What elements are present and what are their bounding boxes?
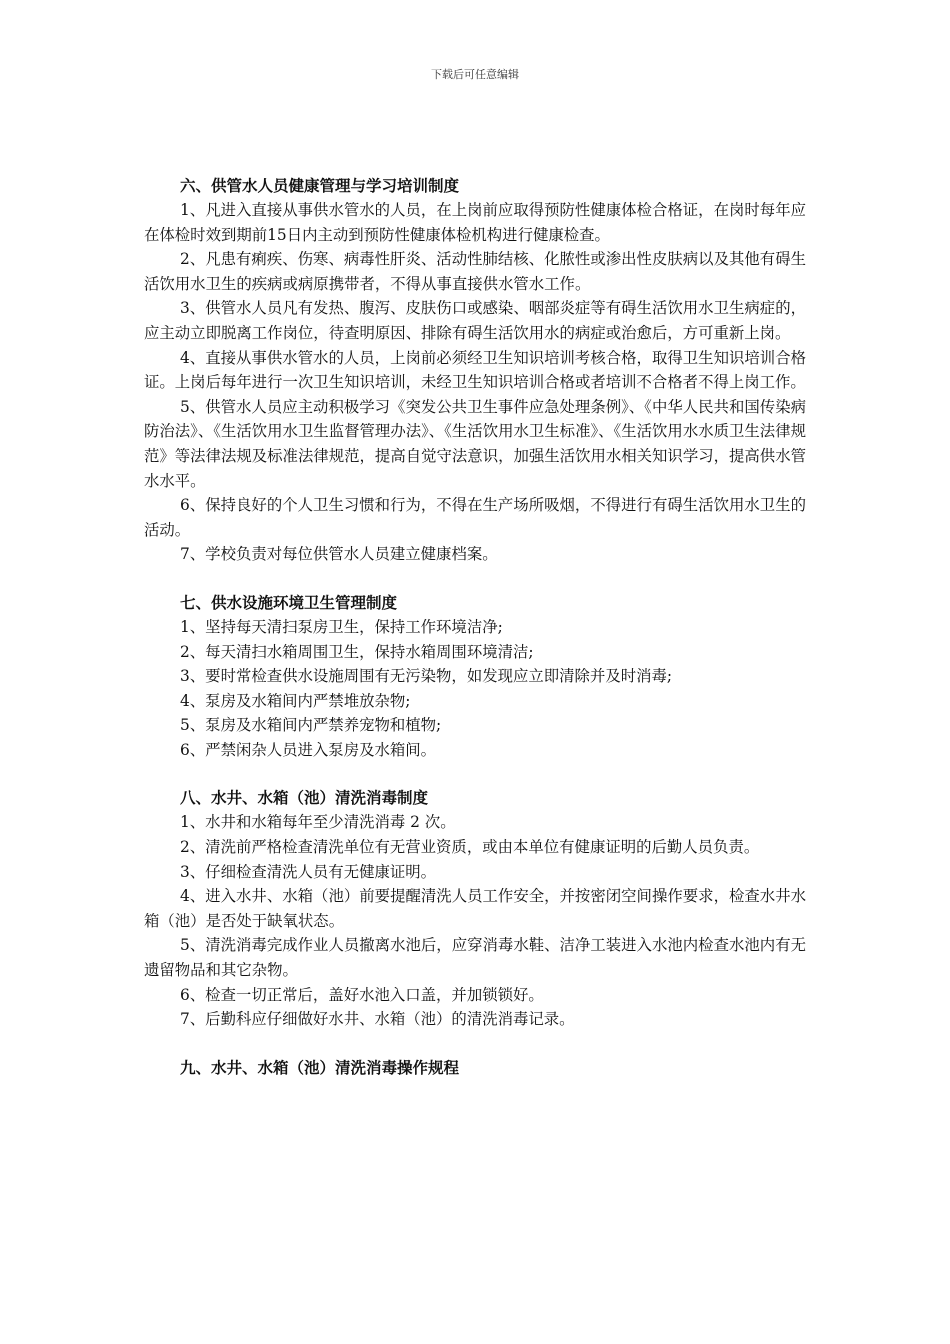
document-body — [144, 174, 806, 1080]
section-title: 七、供水设施环境卫生管理制度 — [180, 593, 398, 612]
paragraph: 5、清洗消毒完成作业人员撤离水池后，应穿消毒水鞋、洁净工装进入水池内检查水池内有无遗留物品和其它杂物。 — [144, 936, 806, 980]
paragraph: 3、供管水人员凡有发热、腹泻、皮肤伤口或感染、咽部炎症等有碍生活饮用水卫生病症的，应主动立即脱离工作岗位，待查明原因、排除有碍生活饮用水的病症或治愈后，方可重新上岗。 — [144, 299, 806, 342]
page-header-note: 下载后可任意编辑 — [431, 68, 519, 81]
paragraph: 3、要时常检查供水设施周围有无污染物，如发现应立即清除并及时消毒; — [180, 667, 673, 686]
paragraph: 6、严禁闲杂人员进入泵房及水箱间。 — [180, 740, 437, 759]
paragraph: 3、仔细检查清洗人员有无健康证明。 — [180, 862, 437, 881]
paragraph: 4、泵房及水箱间内严禁堆放杂物; — [180, 691, 411, 710]
paragraph: 7、学校负责对每位供管水人员建立健康档案。 — [180, 545, 498, 564]
section-title: 八、水井、水箱（池）清洗消毒制度 — [180, 789, 429, 808]
paragraph: 2、清洗前严格检查清洗单位有无营业资质，或由本单位有健康证明的后勤人员负责。 — [180, 838, 760, 857]
paragraph: 7、后勤科应仔细做好水井、水箱（池）的清洗消毒记录。 — [180, 1010, 575, 1029]
paragraph: 1、水井和水箱每年至少清洗消毒 2 次。 — [180, 813, 456, 832]
paragraph: 1、凡进入直接从事供水管水的人员，在上岗前应取得预防性健康体检合格证，在岗时每年应在体检时效到期前15日内主动到预防性健康体检机构进行健康检查。 — [144, 201, 806, 244]
section-tank-cleaning — [144, 786, 806, 1031]
paragraph: 5、供管水人员应主动积极学习《突发公共卫生事件应急处理条例》、《中华人民共和国传染病防治法》、《生活饮用水卫生监督管理办法》、《生活饮用水卫生标准》、《生活饮用水水质卫生法律规范》等法律法规及标准法律规范，提高自觉守法意识，加强生活饮用水相关知识学习，提高供水管水水平。 — [144, 397, 806, 490]
paragraph: 4、直接从事供水管水的人员，上岗前必须经卫生知识培训考核合格，取得卫生知识培训合格证。上岗后每年进行一次卫生知识培训，未经卫生知识培训合格或者培训不合格者不得上岗工作。 — [144, 348, 806, 392]
paragraph: 6、保持良好的个人卫生习惯和行为，不得在生产场所吸烟，不得进行有碍生活饮用水卫生的活动。 — [144, 496, 806, 539]
section-cleaning-procedure — [144, 1056, 806, 1080]
paragraph: 2、凡患有痢疾、伤寒、病毒性肝炎、活动性肺结核、化脓性或渗出性皮肤病以及其他有碍生活饮用水卫生的疾病或病原携带者，不得从事直接供水管水工作。 — [144, 250, 806, 293]
paragraph: 5、泵房及水箱间内严禁养宠物和植物; — [180, 716, 442, 735]
paragraph: 2、每天清扫水箱周围卫生，保持水箱周围环境清洁; — [180, 642, 534, 661]
section-title: 九、水井、水箱（池）清洗消毒操作规程 — [180, 1058, 460, 1077]
section-facility-hygiene — [144, 591, 806, 763]
section-title: 六、供管水人员健康管理与学习培训制度 — [180, 177, 460, 195]
paragraph: 6、检查一切正常后，盖好水池入口盖，并加锁锁好。 — [180, 985, 544, 1004]
paragraph: 4、进入水井、水箱（池）前要提醒清洗人员工作安全，并按密闭空间操作要求，检查水井水箱（池）是否处于缺氧状态。 — [144, 887, 806, 930]
paragraph: 1、坚持每天清扫泵房卫生，保持工作环境洁净; — [180, 617, 503, 636]
section-health-training — [144, 174, 806, 567]
